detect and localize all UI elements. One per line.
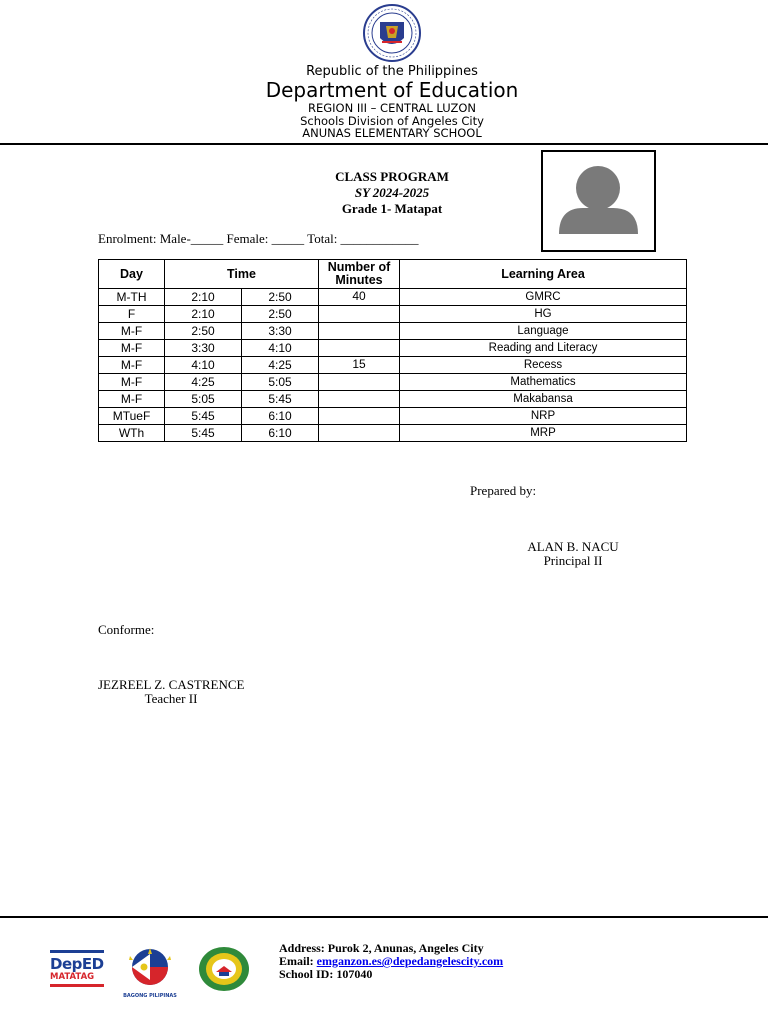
table-row [99, 391, 687, 408]
cell-end: 2:50 [242, 306, 319, 323]
cell-day: WTh [99, 425, 165, 442]
cell-minutes [319, 425, 400, 442]
cell-day: M-TH [99, 289, 165, 306]
table-row [99, 306, 687, 323]
table-header-row [99, 260, 687, 289]
avatar-icon [543, 152, 654, 250]
cell-start: 3:30 [165, 340, 242, 357]
class-program-table [98, 259, 687, 442]
grade-section: Grade 1- Matapat [341, 201, 443, 216]
deped-matatag-logo [50, 950, 104, 992]
header-divider [0, 143, 768, 145]
table-row [99, 408, 687, 425]
footer-email-link[interactable]: emganzon.es@depedangelescity.com [316, 954, 504, 968]
cell-end: 2:50 [242, 289, 319, 306]
cell-minutes: 40 [319, 289, 400, 306]
cell-start: 4:10 [165, 357, 242, 374]
cell-start: 5:45 [165, 425, 242, 442]
cell-end: 6:10 [242, 425, 319, 442]
cell-area: MRP [400, 425, 687, 442]
deped-logo-text: DepED [50, 955, 104, 973]
cell-area: NRP [400, 408, 687, 425]
footer-address: Address: Purok 2, Anunas, Angeles City [279, 941, 484, 955]
photo-placeholder [541, 150, 656, 252]
cell-end: 4:25 [242, 357, 319, 374]
cell-start: 2:50 [165, 323, 242, 340]
cell-day: M-F [99, 323, 165, 340]
matatag-logo-text: MATATAG [50, 972, 95, 982]
principal-name: ALAN B. NACU [527, 539, 619, 554]
cell-start: 4:25 [165, 374, 242, 391]
deped-seal-logo [358, 4, 426, 62]
republic-text: Republic of the Philippines [306, 64, 478, 79]
cell-start: 2:10 [165, 289, 242, 306]
cell-minutes [319, 323, 400, 340]
school-emblem-icon [198, 946, 250, 992]
enrolment-line: Enrolment: Male-_____ Female: _____ Total: ____________ [98, 231, 419, 246]
header-time: Time [165, 260, 319, 289]
conforme-label: Conforme: [98, 622, 155, 637]
cell-minutes [319, 391, 400, 408]
bagong-pilipinas-emblem-icon [120, 946, 180, 988]
footer-contact [279, 942, 503, 981]
header-day: Day [99, 260, 165, 289]
cell-end: 6:10 [242, 408, 319, 425]
cell-end: 4:10 [242, 340, 319, 357]
header-minutes [319, 260, 400, 289]
school-logo [198, 946, 250, 992]
cell-end: 5:45 [242, 391, 319, 408]
bagong-pilipinas-logo [120, 946, 180, 999]
cell-day: M-F [99, 374, 165, 391]
cell-minutes [319, 374, 400, 391]
cell-day: M-F [99, 340, 165, 357]
cell-area: Makabansa [400, 391, 687, 408]
teacher-name: JEZREEL Z. CASTRENCE [98, 677, 245, 692]
cell-area: GMRC [400, 289, 687, 306]
header-minutes-line1: Number of [327, 260, 391, 274]
cell-start: 5:45 [165, 408, 242, 425]
cell-end: 5:05 [242, 374, 319, 391]
table-row [99, 289, 687, 306]
cell-start: 2:10 [165, 306, 242, 323]
school-year: SY 2024-2025 [354, 185, 430, 200]
cell-area: HG [400, 306, 687, 323]
cell-minutes: 15 [319, 357, 400, 374]
teacher-title: Teacher II [144, 691, 198, 706]
school-name: ANUNAS ELEMENTARY SCHOOL [302, 126, 482, 140]
class-program-title: CLASS PROGRAM [335, 169, 449, 184]
cell-area: Language [400, 323, 687, 340]
cell-minutes [319, 340, 400, 357]
prepared-by-label: Prepared by: [470, 483, 537, 498]
table-row [99, 425, 687, 442]
table-row [99, 340, 687, 357]
principal-title: Principal II [543, 553, 603, 568]
cell-area: Mathematics [400, 374, 687, 391]
table-row [99, 323, 687, 340]
cell-day: M-F [99, 357, 165, 374]
cell-end: 3:30 [242, 323, 319, 340]
cell-day: M-F [99, 391, 165, 408]
footer-divider [0, 916, 768, 918]
department-title: Department of Education [265, 78, 519, 102]
cell-day: F [99, 306, 165, 323]
header-minutes-line2: Minutes [335, 273, 383, 287]
region-text: REGION III – CENTRAL LUZON [307, 101, 477, 115]
table-row [99, 374, 687, 391]
footer-email-label: Email: [279, 954, 314, 968]
cell-start: 5:05 [165, 391, 242, 408]
cell-area: Recess [400, 357, 687, 374]
table-row [99, 357, 687, 374]
header-learning-area: Learning Area [400, 260, 687, 289]
cell-area: Reading and Literacy [400, 340, 687, 357]
cell-day: MTueF [99, 408, 165, 425]
cell-minutes [319, 306, 400, 323]
bagong-pilipinas-text: BAGONG PILIPINAS [123, 993, 177, 999]
division-text: Schools Division of Angeles City [300, 114, 484, 128]
cell-minutes [319, 408, 400, 425]
footer-school-id: School ID: 107040 [279, 967, 373, 981]
